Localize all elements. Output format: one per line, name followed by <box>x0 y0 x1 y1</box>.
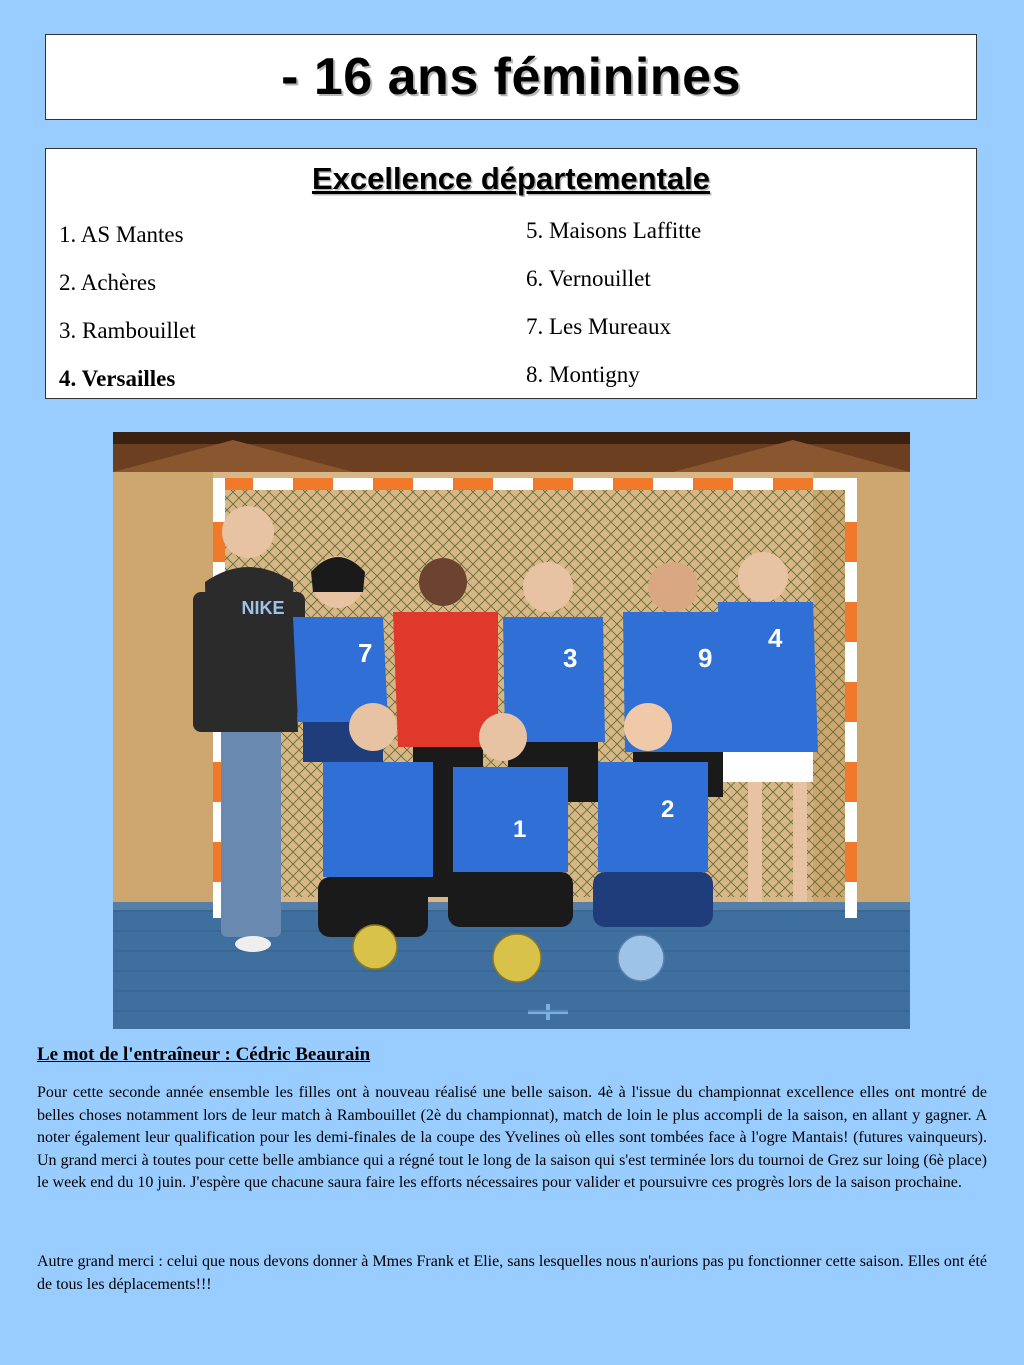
jersey-number: 3 <box>563 643 578 673</box>
page-title: - 16 ans féminines <box>281 48 741 106</box>
title-box <box>45 34 977 120</box>
standings-item: 7. Les Mureaux <box>526 314 671 339</box>
standings-item: 2. Achères <box>59 270 157 295</box>
jersey-number: 7 <box>358 638 373 668</box>
jersey-number: 1 <box>513 816 527 843</box>
coach-paragraph-1: Pour cette seconde année ensemble les filles ont à nouveau réalisé une belle saison. 4è à l'issue du championnat excellence elles ont montré de belles choses notamment lors de leur match à Rambouillet (2è du championnat), match de loin le plus accompli de la saison, en allant y gagner. A noter également leur qualification pour les demi-finales de la coupe des Yvelines où elles sont tombées face à l'ogre Mantais! (futures vainqueurs). Un grand merci à toutes pour cette belle ambiance qui a régné tout le long de la saison qui s'est terminée lors du tournoi de Grez sur loing (6è place) le week end du 10 juin. J'espère que chacune saura faire les efforts nécessaires pour valider et poursuivre ces progrès lors de la saison prochaine. <box>37 1084 987 1192</box>
jersey-number: 4 <box>768 623 783 653</box>
handball <box>353 925 397 969</box>
coach-shirt-text: NIKE <box>241 598 285 618</box>
standings-item: 1. AS Mantes <box>59 222 184 247</box>
standings-item-highlight: 4. Versailles <box>59 366 176 391</box>
team-photo <box>113 432 910 1029</box>
standings-heading: Excellence départementale <box>311 161 711 196</box>
standings-item: 8. Montigny <box>526 362 640 387</box>
team-photo-illustration <box>113 432 910 1029</box>
standings-left-column <box>59 211 196 403</box>
jersey-number: 2 <box>661 796 675 823</box>
handball <box>493 934 541 982</box>
standings-box <box>45 148 977 399</box>
handball <box>618 935 664 981</box>
coach-section-title: Le mot de l'entraîneur : Cédric Beaurain <box>37 1044 371 1065</box>
jersey-number: 9 <box>698 643 713 673</box>
standings-item: 3. Rambouillet <box>59 318 196 343</box>
standings-item: 5. Maisons Laffitte <box>526 218 702 243</box>
standings-right-column <box>526 207 701 399</box>
standings-item: 6. Vernouillet <box>526 266 651 291</box>
coach-paragraph-2: Autre grand merci : celui que nous devons donner à Mmes Frank et Elie, sans lesquelles nous n'aurions pas pu fonctionner cette saison. Elles ont été de tous les déplacements!!! <box>37 1253 987 1293</box>
